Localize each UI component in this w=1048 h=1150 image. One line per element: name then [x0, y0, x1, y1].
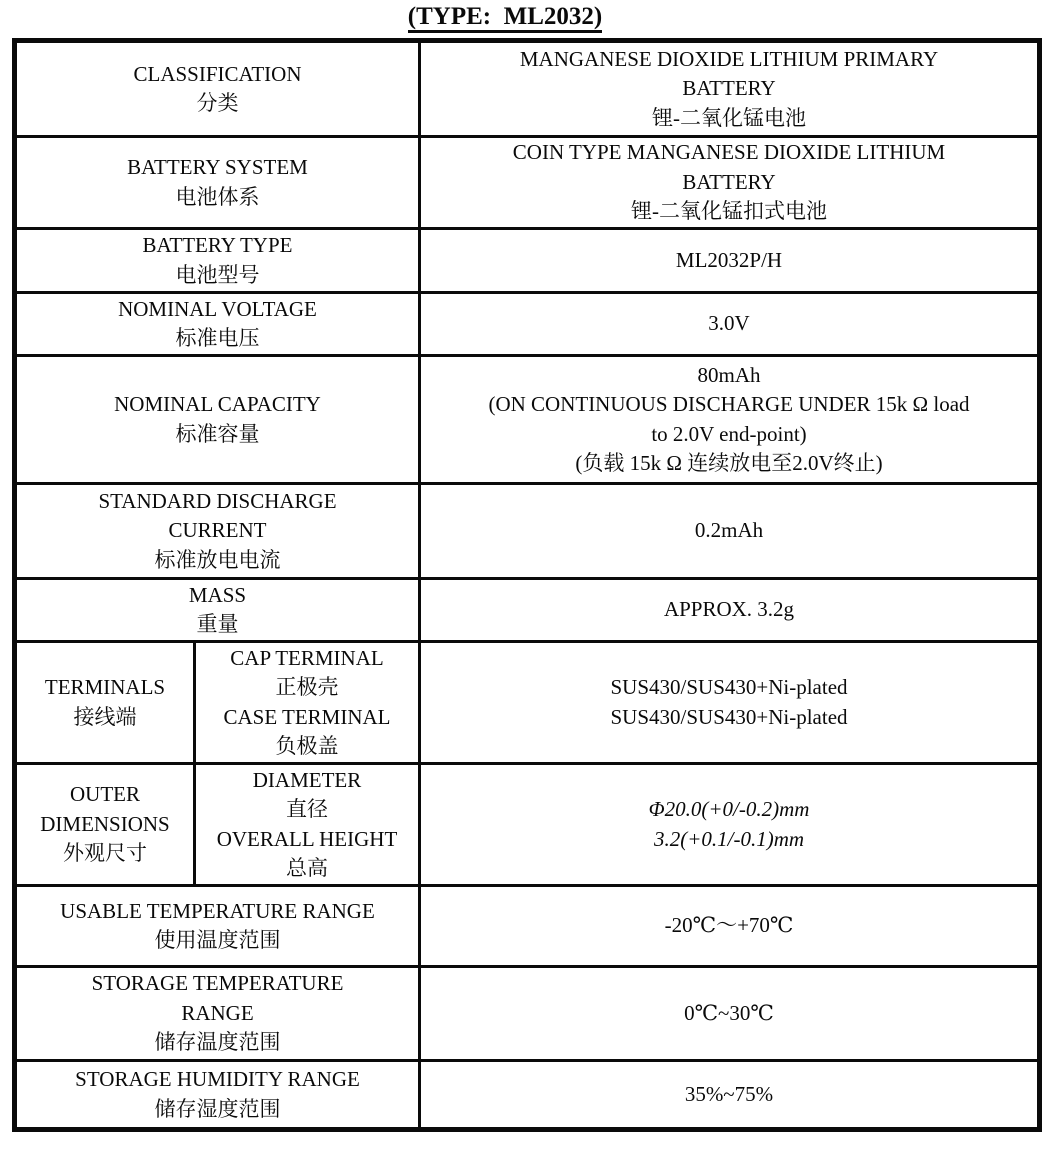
value-storage-temperature-range: 0℃~30℃ [420, 967, 1040, 1061]
label-classification: CLASSIFICATION 分类 [15, 41, 420, 137]
row-nominal-capacity [15, 356, 1040, 484]
label-terminals: TERMINALS 接线端 [15, 642, 195, 764]
label-mass: MASS 重量 [15, 579, 420, 642]
sub-label-terminals: CAP TERMINAL 正极壳 CASE TERMINAL 负极盖 [195, 642, 420, 764]
value-nominal-capacity: 80mAh (ON CONTINUOUS DISCHARGE UNDER 15k Ω load to 2.0V end-point) (负载 15k Ω 连续放电至2.0V终止) [420, 356, 1040, 484]
label-nominal-voltage: NOMINAL VOLTAGE 标准电压 [15, 293, 420, 356]
row-mass [15, 579, 1040, 642]
value-outer-dimensions: Φ20.0(+0/-0.2)mm 3.2(+0.1/-0.1)mm [420, 764, 1040, 886]
row-outer-dimensions [15, 764, 1040, 886]
label-storage-humidity-range: STORAGE HUMIDITY RANGE 储存湿度范围 [15, 1061, 420, 1130]
label-storage-temperature-range: STORAGE TEMPERATURE RANGE 储存温度范围 [15, 967, 420, 1061]
label-standard-discharge-current: STANDARD DISCHARGE CURRENT 标准放电电流 [15, 484, 420, 579]
row-battery-system [15, 137, 1040, 229]
value-storage-humidity-range: 35%~75% [420, 1061, 1040, 1130]
value-battery-type: ML2032P/H [420, 229, 1040, 293]
spec-table [12, 38, 1042, 1132]
value-battery-system: COIN TYPE MANGANESE DIOXIDE LITHIUM BATTERY 锂-二氧化锰扣式电池 [420, 137, 1040, 229]
label-battery-type: BATTERY TYPE 电池型号 [15, 229, 420, 293]
value-classification: MANGANESE DIOXIDE LITHIUM PRIMARY BATTERY 锂-二氧化锰电池 [420, 41, 1040, 137]
sub-label-outer-dimensions: DIAMETER 直径 OVERALL HEIGHT 总高 [195, 764, 420, 886]
row-terminals [15, 642, 1040, 764]
label-outer-dimensions: OUTER DIMENSIONS 外观尺寸 [15, 764, 195, 886]
label-battery-system: BATTERY SYSTEM 电池体系 [15, 137, 420, 229]
doc-title [0, 3, 1010, 31]
row-standard-discharge-current [15, 484, 1040, 579]
label-nominal-capacity: NOMINAL CAPACITY 标准容量 [15, 356, 420, 484]
value-standard-discharge-current: 0.2mAh [420, 484, 1040, 579]
value-terminals: SUS430/SUS430+Ni-plated SUS430/SUS430+Ni-plated [420, 642, 1040, 764]
doc-title-text: (TYPE: ML2032) [408, 3, 602, 33]
row-classification [15, 41, 1040, 137]
row-nominal-voltage [15, 293, 1040, 356]
label-usable-temperature-range: USABLE TEMPERATURE RANGE 使用温度范围 [15, 886, 420, 967]
row-usable-temperature-range [15, 886, 1040, 967]
row-battery-type [15, 229, 1040, 293]
value-nominal-voltage: 3.0V [420, 293, 1040, 356]
row-storage-humidity-range [15, 1061, 1040, 1130]
value-usable-temperature-range: -20℃～+70℃ [420, 886, 1040, 967]
row-storage-temperature-range [15, 967, 1040, 1061]
value-mass: APPROX. 3.2g [420, 579, 1040, 642]
